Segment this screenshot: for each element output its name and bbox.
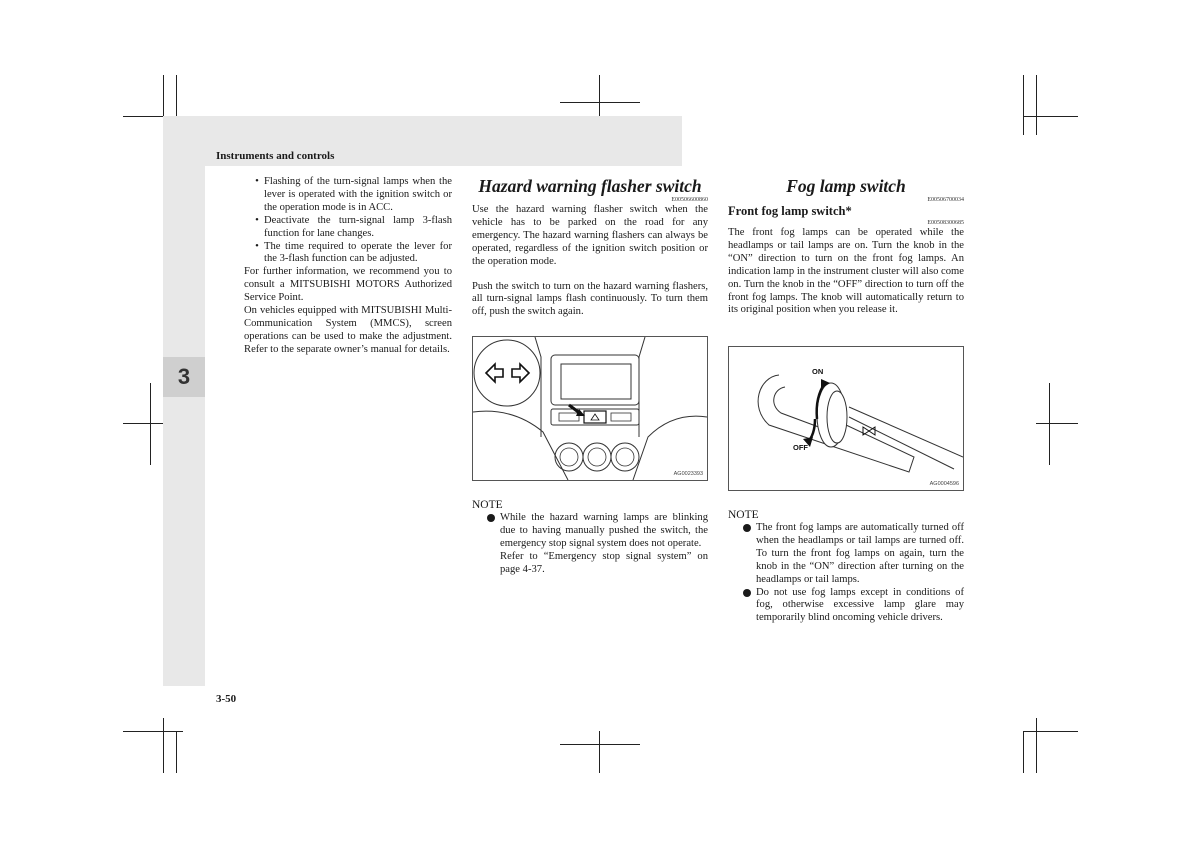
- note-item: While the hazard warning lamps are blinking due to having manually pushed the switch, the emergency stop signal system does not operate. Refer to “Emergency stop signal system” on page 4-37.: [472, 512, 708, 577]
- paragraph: Use the hazard warning flasher switch when the vehicle has to be parked on the road for any emergency. The hazard warning flashers can always be operated, regardless of the ignition switch position or the operation mode.: [472, 204, 708, 267]
- bullet-item: • Deactivate the turn-signal lamp 3-flash function for lane changes.: [255, 214, 452, 239]
- bullet-item: • Flashing of the turn-signal lamps when the lever is operated with the ignition switch or the operation mode is in ACC.: [255, 176, 452, 213]
- hazard-section: [472, 176, 708, 319]
- reference-code: E00506600860: [671, 197, 708, 203]
- paragraph: Push the switch to turn on the hazard warning flashers, all turn-signal lamps flash continuously. To turn them off, push the switch again.: [472, 280, 708, 318]
- hazard-switch-figure: [472, 336, 708, 481]
- bullet-item: • The time required to operate the lever for the 3-flash function can be adjusted.: [255, 240, 452, 265]
- note-item: The front fog lamps are automatically turned off when the headlamps or tail lamps are turned off. To turn the front fog lamps on again, turn the knob in the “ON” direction after turning on the headlamps or tail lamps.: [728, 522, 964, 587]
- section-title: Hazard warning flasher switch: [478, 176, 702, 196]
- hazard-note: [472, 490, 708, 577]
- fog-switch-figure: [728, 346, 964, 491]
- page-number: 3-50: [216, 693, 237, 705]
- bullet-dot: [743, 524, 751, 532]
- running-head: Instruments and controls: [216, 150, 335, 162]
- paragraph: The front fog lamps can be operated while the headlamps or tail lamps are on. Turn the knob in the “ON” direction to turn on the front fog lamps. An indication lamp in the instrument cluster will also come on. Turn the knob in the “OFF” direction to turn off the front fog lamps. The knob will automatically return to its original position when you release it.: [728, 227, 964, 316]
- chapter-tab: 3: [163, 357, 205, 397]
- fog-note: [728, 500, 964, 625]
- note-item: Do not use fog lamps except in conditions of fog, otherwise excessive lamp glare may temporarily blind oncoming vehicle drivers.: [728, 587, 964, 626]
- figure-code: AG0023393: [673, 471, 703, 477]
- reference-code: E00508300685: [927, 220, 964, 226]
- off-label: OFF: [793, 443, 808, 452]
- fog-section: [728, 176, 964, 317]
- paragraph: For further information, we recommend you to consult a MITSUBISHI MOTORS Authorized Service Point.: [244, 266, 452, 304]
- bullet-dot: [487, 514, 495, 522]
- reference-code: E00506700034: [927, 197, 964, 203]
- subsection-title: Front fog lamp switch*: [728, 204, 852, 218]
- left-column: [244, 176, 452, 357]
- bullet-dot: [743, 589, 751, 597]
- chapter-side-band: [163, 166, 205, 686]
- section-title: Fog lamp switch: [786, 176, 906, 196]
- paragraph: On vehicles equipped with MITSUBISHI Multi-Communication System (MMCS), screen operations can be used to make the adjustment. Refer to the separate owner’s manual for details.: [244, 305, 452, 355]
- note-label: NOTE: [728, 509, 759, 521]
- on-label: ON: [812, 367, 824, 376]
- note-label: NOTE: [472, 499, 503, 511]
- figure-code: AG0004596: [929, 481, 959, 487]
